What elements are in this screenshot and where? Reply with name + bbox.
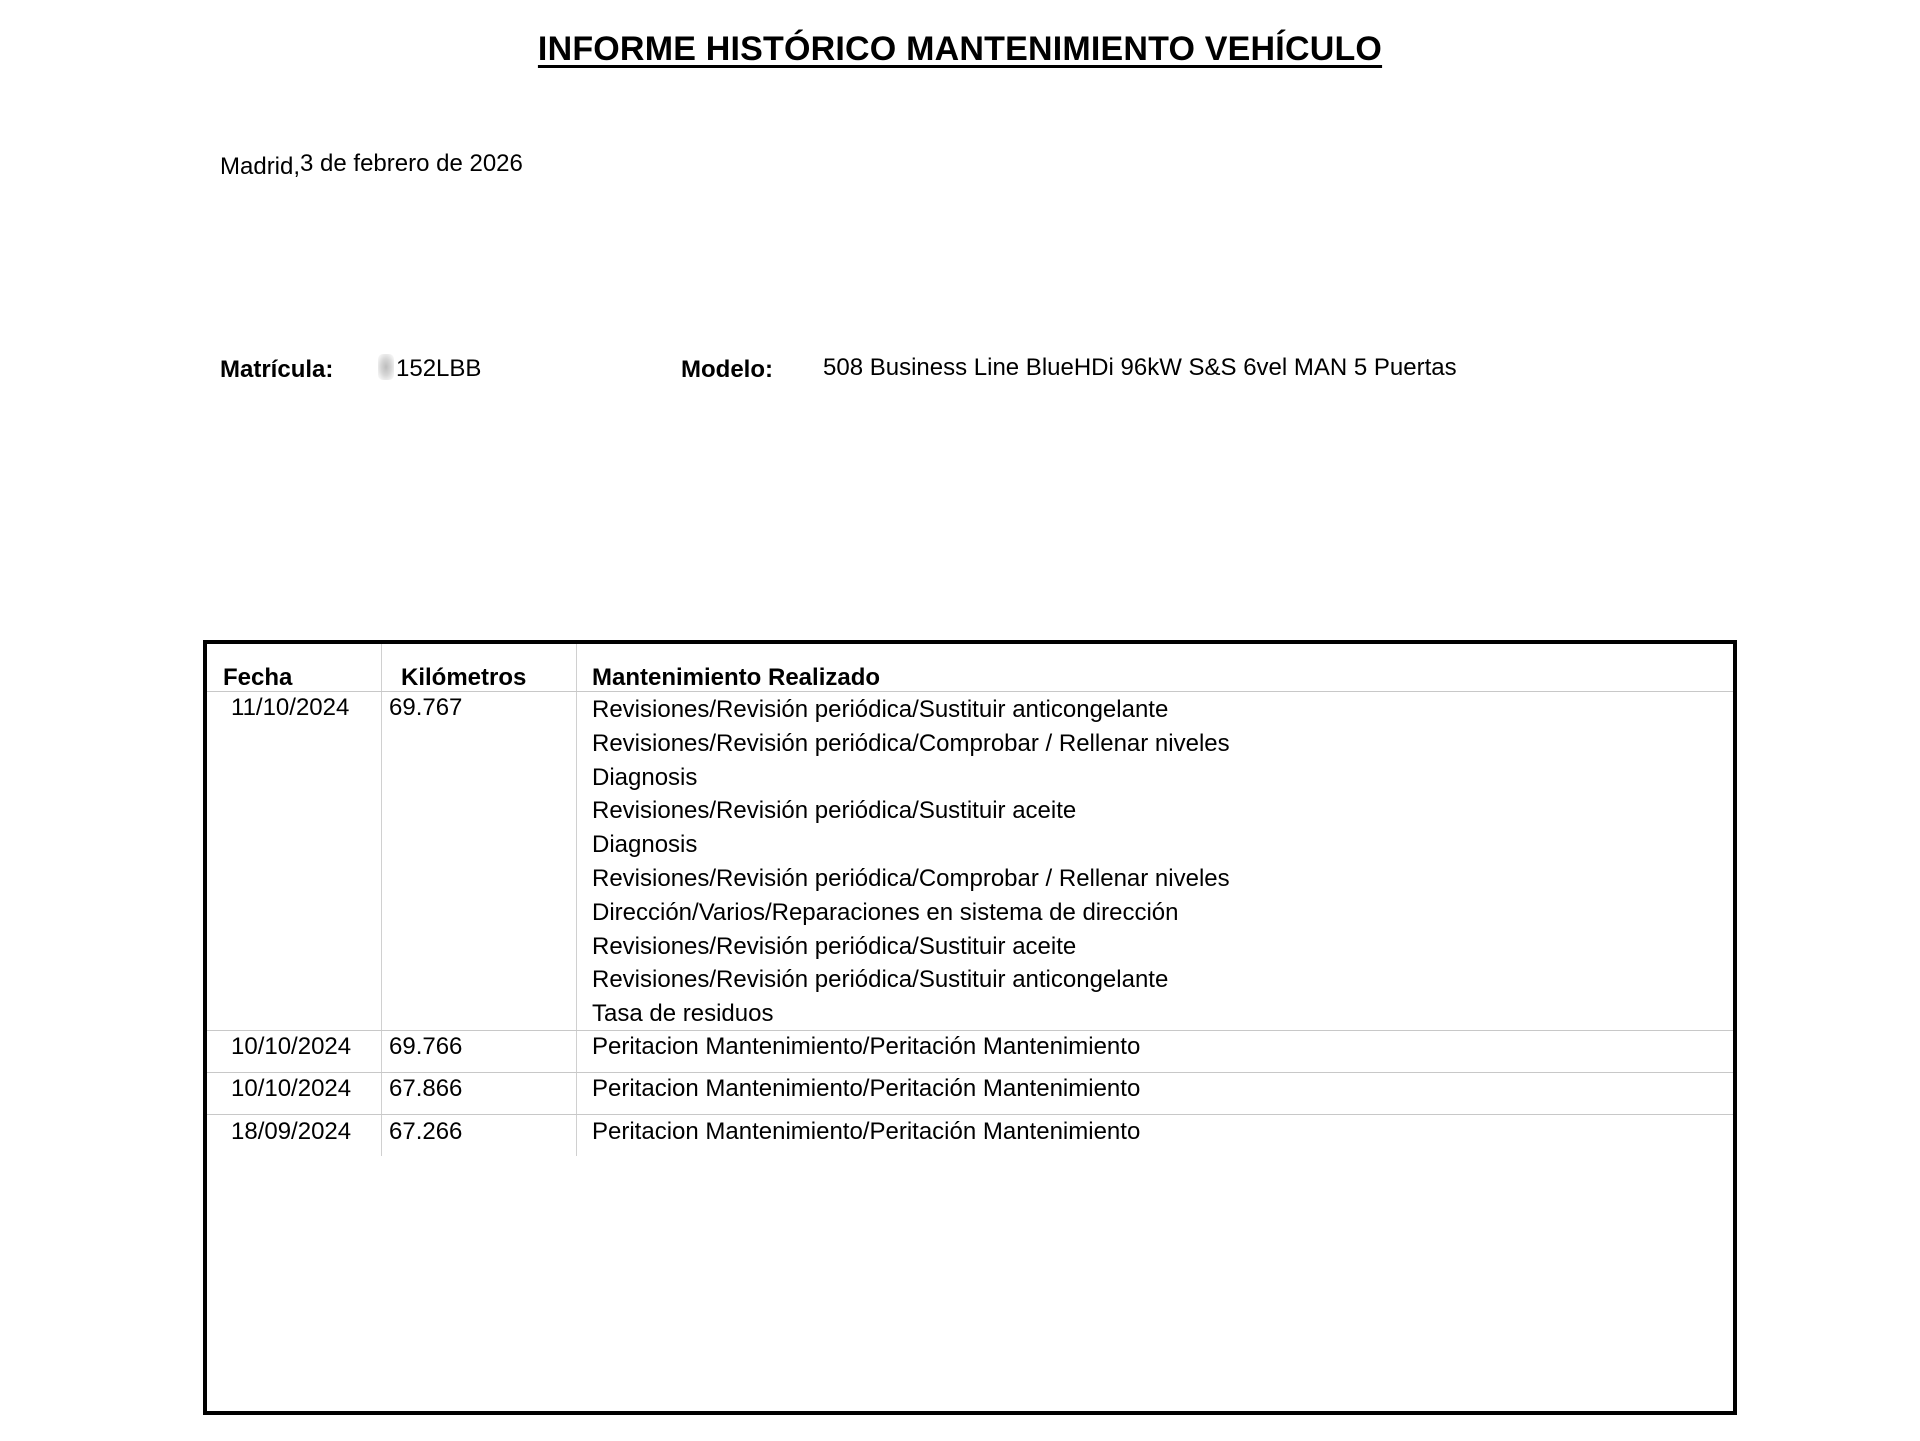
plate-value: 152LBB [396, 355, 482, 382]
task-item: Tasa de residuos [592, 1000, 774, 1028]
task-item: Peritacion Mantenimiento/Peritación Mantenimiento [592, 1033, 1141, 1060]
row-tasks [592, 1072, 1140, 1106]
task-item: Revisiones/Revisión periódica/Sustituir aceite [592, 797, 1077, 825]
redacted-blur [378, 354, 394, 380]
task-item: Revisiones/Revisión periódica/Sustituir anticongelante [592, 696, 1169, 723]
row-tasks [592, 693, 1230, 1031]
row-date: 10/10/2024 [231, 1033, 352, 1060]
column-divider [576, 644, 577, 1156]
row-km: 69.767 [389, 694, 463, 721]
row-date: 11/10/2024 [231, 694, 350, 721]
task-item: Revisiones/Revisión periódica/Comprobar / Rellenar niveles [592, 729, 1230, 757]
header-km: Kilómetros [401, 664, 527, 691]
task-item: Peritacion Mantenimiento/Peritación Mantenimiento [592, 1075, 1141, 1102]
task-item: Diagnosis [592, 831, 698, 859]
task-item: Revisiones/Revisión periódica/Sustituir aceite [592, 932, 1077, 960]
row-date: 18/09/2024 [231, 1118, 352, 1145]
row-tasks [592, 1030, 1140, 1064]
column-divider [381, 644, 382, 1156]
header-work: Mantenimiento Realizado [592, 664, 881, 691]
maintenance-table [203, 640, 1737, 1415]
task-item: Diagnosis [592, 763, 698, 791]
plate-field [378, 354, 481, 383]
row-tasks [592, 1115, 1140, 1149]
plate-label: Matrícula: [220, 356, 334, 383]
model-value: 508 Business Line BlueHDi 96kW S&S 6vel MAN 5 Puertas [823, 354, 1457, 381]
row-km: 69.766 [389, 1033, 463, 1060]
row-date: 10/10/2024 [231, 1075, 352, 1102]
task-item: Revisiones/Revisión periódica/Comprobar / Rellenar niveles [592, 864, 1230, 892]
task-item: Revisiones/Revisión periódica/Sustituir anticongelante [592, 966, 1169, 994]
place-date-line [220, 150, 523, 178]
row-km: 67.866 [389, 1075, 463, 1102]
report-date: 3 de febrero de 2026 [300, 150, 523, 177]
header-date: Fecha [223, 664, 293, 691]
report-place: Madrid, [220, 153, 301, 180]
task-item: Dirección/Varios/Reparaciones en sistema de dirección [592, 898, 1179, 926]
report-title: INFORME HISTÓRICO MANTENIMIENTO VEHÍCULO [537, 30, 1383, 68]
task-item: Peritacion Mantenimiento/Peritación Mantenimiento [592, 1118, 1141, 1145]
row-km: 67.266 [389, 1118, 463, 1145]
model-label: Modelo: [681, 356, 773, 383]
